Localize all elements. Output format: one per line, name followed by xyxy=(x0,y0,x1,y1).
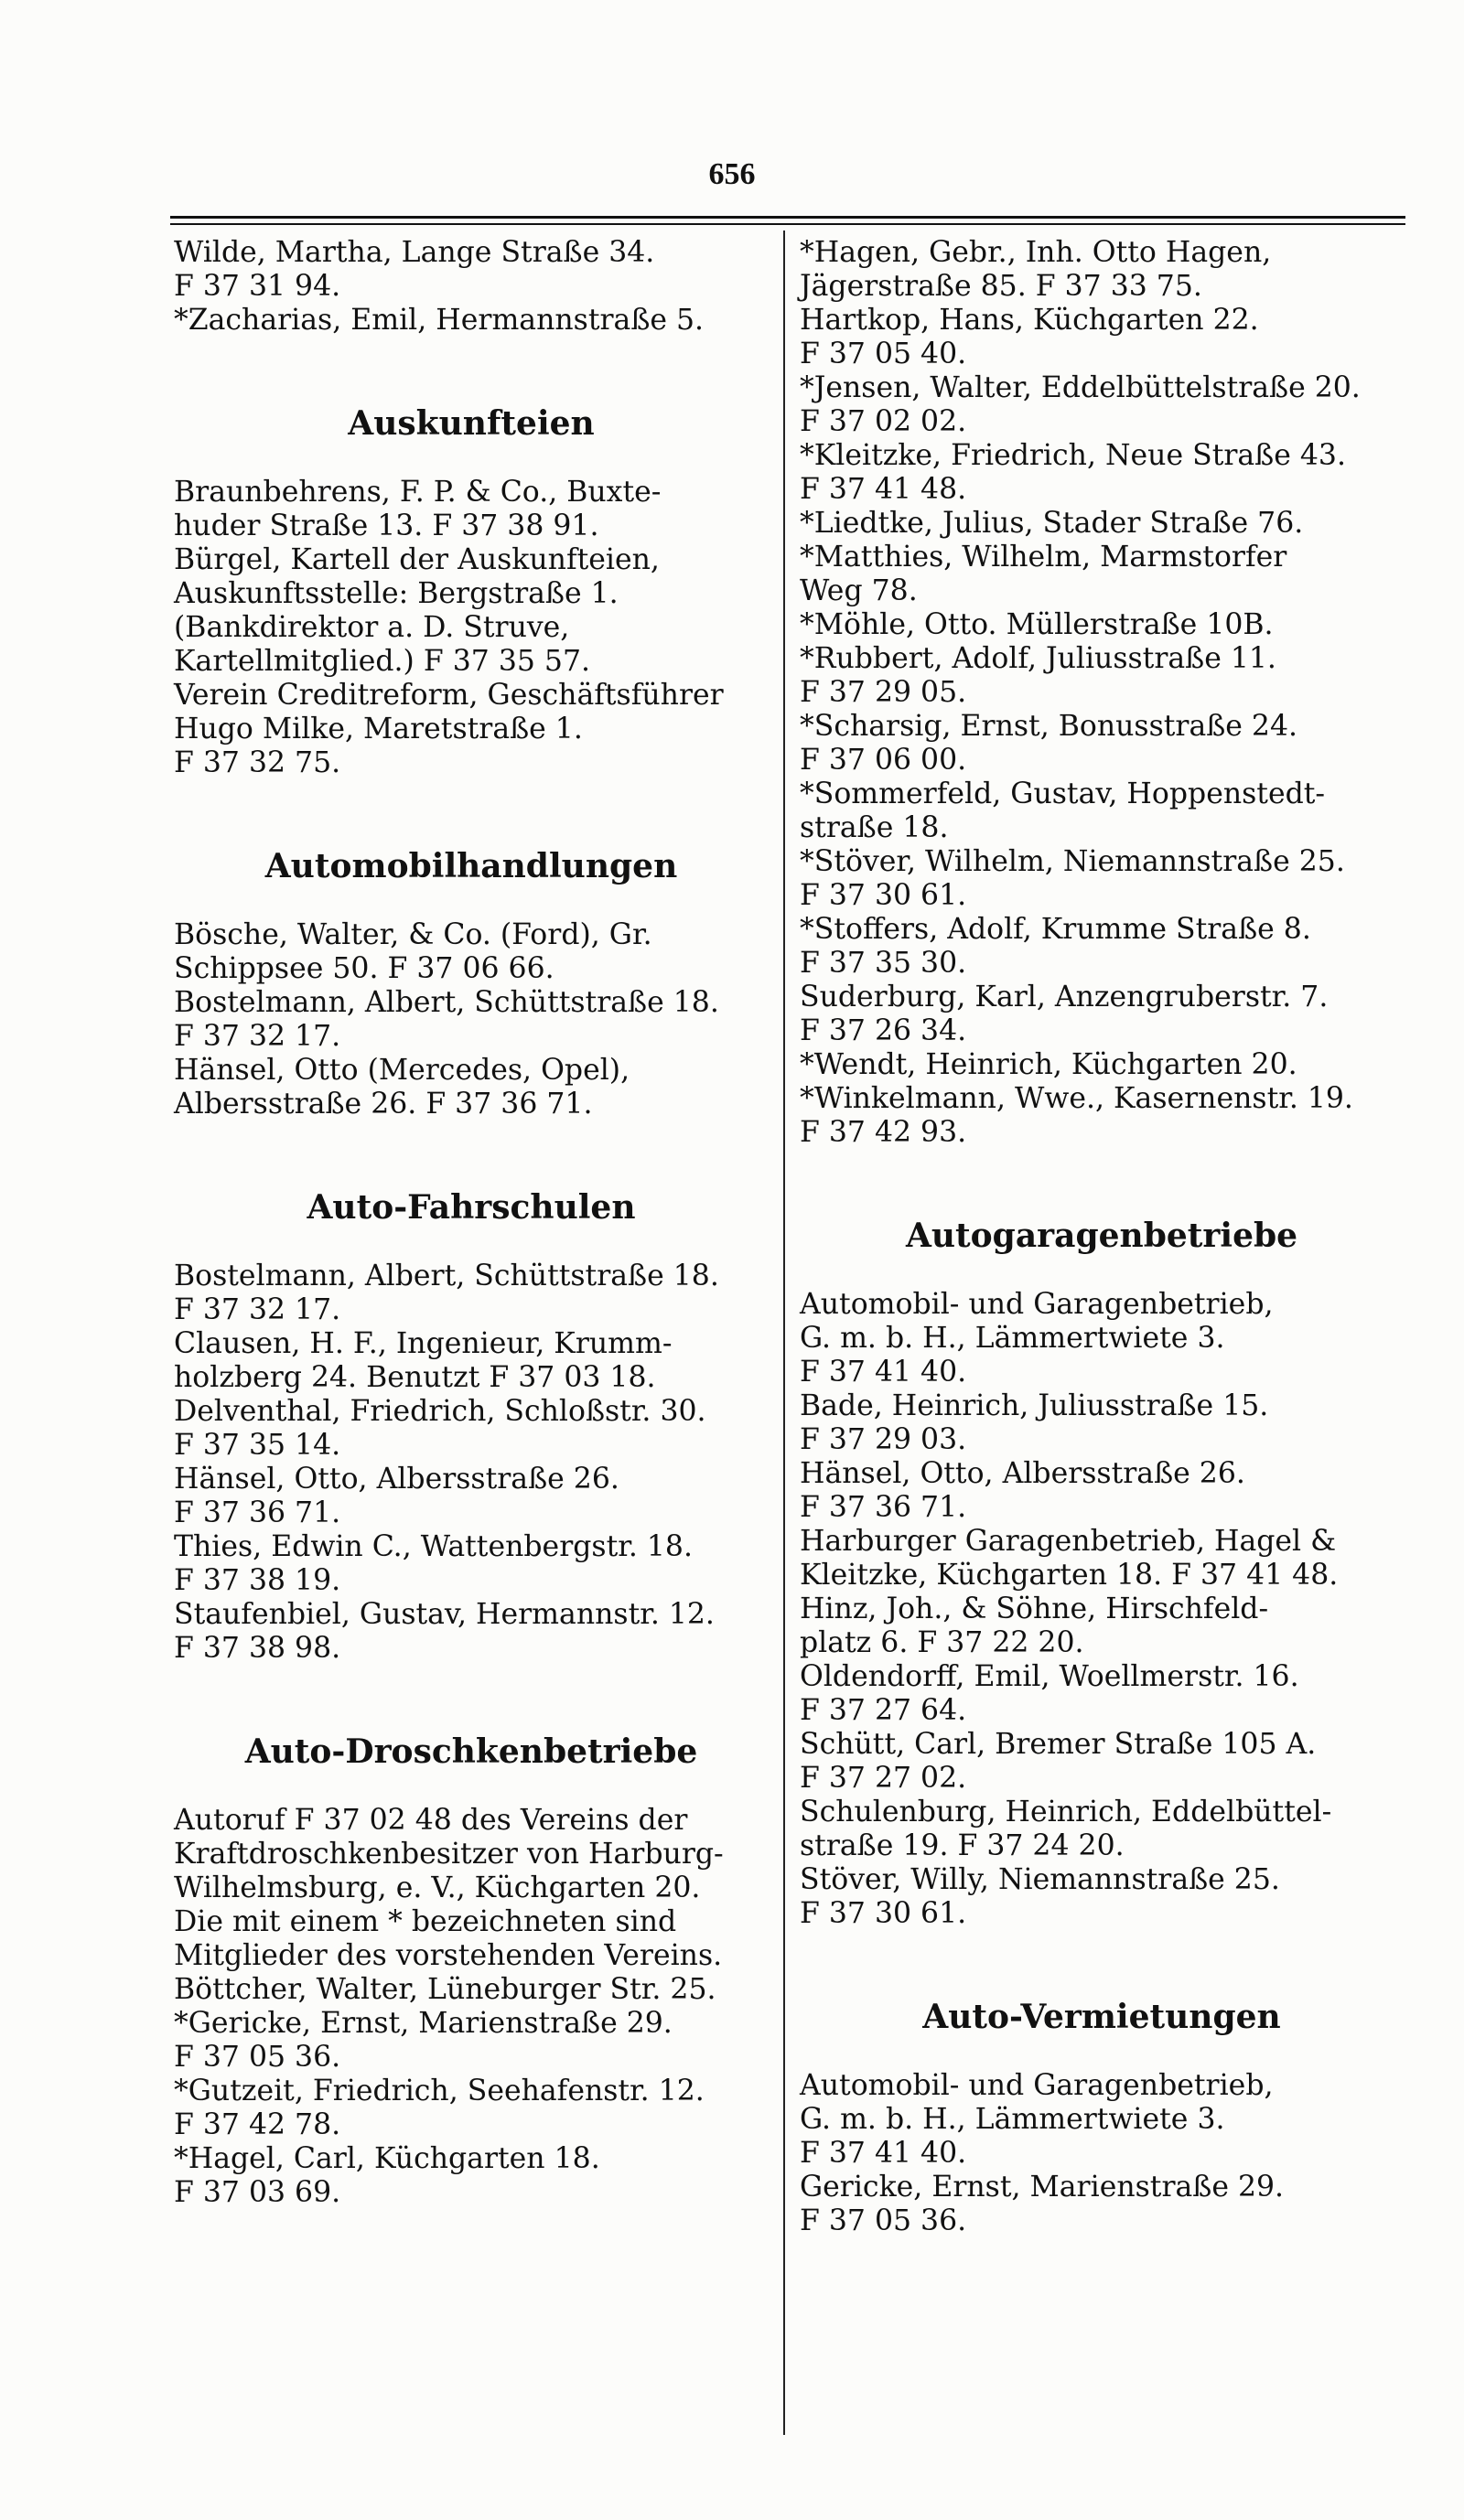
entry-line: *Gericke, Ernst, Marienstraße 29. xyxy=(174,2007,673,2040)
entry-line: Wilhelmsburg, e. V., Küchgarten 20. xyxy=(174,1871,701,1904)
directory-entry xyxy=(174,1463,769,1530)
spacer xyxy=(800,2035,1404,2069)
entry-line: Hartkop, Hans, Küchgarten 22. xyxy=(800,304,1259,337)
directory-entry xyxy=(800,1660,1404,1728)
entry-line: platz 6. F 37 22 20. xyxy=(800,1626,1084,1659)
spacer xyxy=(800,1150,1404,1184)
entry-line: Wilde, Martha, Lange Straße 34. xyxy=(174,236,655,269)
directory-entry xyxy=(174,986,769,1054)
entry-line: Albersstraße 26. F 37 36 71. xyxy=(174,1088,593,1121)
entry-line: Die mit einem * bezeichneten sind xyxy=(174,1905,677,1938)
entry-line: straße 19. F 37 24 20. xyxy=(800,1829,1125,1862)
entry-line: Schütt, Carl, Bremer Straße 105 A. xyxy=(800,1728,1317,1761)
entry-line: F 37 38 19. xyxy=(174,1564,341,1597)
entry-line: *Winkelmann, Wwe., Kasernenstr. 19. xyxy=(800,1082,1353,1115)
entry-line: F 37 32 17. xyxy=(174,1293,341,1326)
entry-line: G. m. b. H., Lämmertwiete 3. xyxy=(800,2103,1225,2136)
directory-entry xyxy=(800,608,1404,642)
directory-entry xyxy=(800,2069,1404,2171)
directory-entry xyxy=(800,1592,1404,1660)
spacer xyxy=(174,1770,769,1804)
directory-entry xyxy=(800,710,1404,777)
entry-line: Gericke, Ernst, Marienstraße 29. xyxy=(800,2171,1285,2204)
entry-line: *Hagen, Gebr., Inh. Otto Hagen, xyxy=(800,236,1272,269)
directory-entry xyxy=(800,1288,1404,1389)
entry-line: F 37 38 98. xyxy=(174,1632,341,1665)
section-heading: Autogaragenbetriebe xyxy=(905,1217,1298,1255)
entry-line: Jägerstraße 85. F 37 33 75. xyxy=(800,270,1202,303)
entry-line: *Stoffers, Adolf, Krumme Straße 8. xyxy=(800,913,1311,946)
entry-line: Hinz, Joh., & Söhne, Hirschfeld- xyxy=(800,1592,1269,1625)
directory-entry xyxy=(800,507,1404,541)
entry-line: Schippsee 50. F 37 06 66. xyxy=(174,952,554,985)
entry-line: F 37 27 64. xyxy=(800,1694,967,1727)
entry-line: Clausen, H. F., Ingenieur, Krumm- xyxy=(174,1327,673,1360)
entry-line: F 37 02 02. xyxy=(800,405,967,438)
spacer xyxy=(174,814,769,848)
entry-line: F 37 42 78. xyxy=(174,2108,341,2141)
directory-entry xyxy=(800,1082,1404,1150)
entry-line: Braunbehrens, F. P. & Co., Buxte- xyxy=(174,476,662,509)
entry-line: F 37 29 05. xyxy=(800,676,967,709)
entry-line: F 37 30 61. xyxy=(800,879,967,912)
entry-line: Automobil- und Garagenbetrieb, xyxy=(800,1288,1274,1321)
entry-line: Verein Creditreform, Geschäftsführer xyxy=(174,679,724,712)
entry-line: *Wendt, Heinrich, Küchgarten 20. xyxy=(800,1048,1297,1081)
directory-entry xyxy=(174,476,769,543)
directory-entry xyxy=(174,2142,769,2210)
directory-entry xyxy=(800,1525,1404,1592)
entry-line: Bade, Heinrich, Juliusstraße 15. xyxy=(800,1389,1269,1422)
entry-line: Mitglieder des vorstehenden Vereins. xyxy=(174,1939,723,1972)
directory-entry xyxy=(800,845,1404,913)
entry-line: Autoruf F 37 02 48 des Vereins der xyxy=(174,1804,688,1837)
entry-line: F 37 27 02. xyxy=(800,1762,967,1795)
page-number: 656 xyxy=(708,157,756,191)
directory-entry xyxy=(174,2075,769,2142)
directory-entry xyxy=(174,1804,769,1905)
directory-entry xyxy=(800,1728,1404,1796)
entry-line: Bürgel, Kartell der Auskunfteien, xyxy=(174,543,660,576)
spacer xyxy=(174,1155,769,1189)
entry-line: *Jensen, Walter, Eddelbüttelstraße 20. xyxy=(800,371,1361,404)
right-column xyxy=(800,236,1404,2238)
entry-line: Bostelmann, Albert, Schüttstraße 18. xyxy=(174,1260,719,1292)
entry-line: Kraftdroschkenbesitzer von Harburg- xyxy=(174,1838,724,1871)
directory-entry xyxy=(174,1905,769,1973)
directory-entry xyxy=(174,543,769,679)
entry-line: F 37 41 40. xyxy=(800,1356,967,1389)
entry-line: F 37 29 03. xyxy=(800,1423,967,1456)
entry-line: Bostelmann, Albert, Schüttstraße 18. xyxy=(174,986,719,1019)
entry-line: (Bankdirektor a. D. Struve, xyxy=(174,611,570,644)
entry-line: G. m. b. H., Lämmertwiete 3. xyxy=(800,1322,1225,1355)
entry-line: Stöver, Willy, Niemannstraße 25. xyxy=(800,1863,1280,1896)
entry-line: F 37 05 36. xyxy=(800,2204,967,2237)
entry-line: Automobil- und Garagenbetrieb, xyxy=(800,2069,1274,2102)
column-divider xyxy=(783,231,785,2435)
spacer xyxy=(174,1666,769,1700)
entry-line: F 37 35 14. xyxy=(174,1429,341,1462)
entry-line: *Stöver, Wilhelm, Niemannstraße 25. xyxy=(800,845,1345,878)
entry-line: *Sommerfeld, Gustav, Hoppenstedt- xyxy=(800,777,1326,810)
entry-line: Staufenbiel, Gustav, Hermannstr. 12. xyxy=(174,1598,715,1631)
spacer xyxy=(800,1184,1404,1217)
entry-line: *Zacharias, Emil, Hermannstraße 5. xyxy=(174,304,705,337)
directory-entry xyxy=(800,1389,1404,1457)
entry-line: *Matthies, Wilhelm, Marmstorfer xyxy=(800,541,1287,574)
entry-line: F 37 26 34. xyxy=(800,1014,967,1047)
entry-line: F 37 31 94. xyxy=(174,270,341,303)
entry-line: F 37 41 40. xyxy=(800,2137,967,2170)
spacer xyxy=(800,1931,1404,1965)
entry-line: *Kleitzke, Friedrich, Neue Straße 43. xyxy=(800,439,1346,472)
entry-line: F 37 32 17. xyxy=(174,1020,341,1053)
spacer xyxy=(174,1121,769,1155)
entry-line: holzberg 24. Benutzt F 37 03 18. xyxy=(174,1361,656,1394)
entry-line: Harburger Garagenbetrieb, Hagel & xyxy=(800,1525,1337,1558)
directory-entry xyxy=(174,1054,769,1121)
directory-entry xyxy=(174,1598,769,1666)
entry-line: Kartellmitglied.) F 37 35 57. xyxy=(174,645,591,678)
directory-entry xyxy=(800,1457,1404,1525)
directory-entry xyxy=(174,1395,769,1463)
spacer xyxy=(174,371,769,405)
section-heading: Auto-Droschkenbetriebe xyxy=(244,1732,698,1771)
entry-line: Auskunftsstelle: Bergstraße 1. xyxy=(174,577,619,610)
entry-line: F 37 35 30. xyxy=(800,947,967,980)
directory-entry xyxy=(800,236,1404,304)
entry-line: Kleitzke, Küchgarten 18. F 37 41 48. xyxy=(800,1559,1339,1592)
section-heading: Auskunfteien xyxy=(348,404,595,443)
entry-line: huder Straße 13. F 37 38 91. xyxy=(174,509,599,542)
entry-line: *Hagel, Carl, Küchgarten 18. xyxy=(174,2142,600,2175)
entry-line: F 37 03 69. xyxy=(174,2176,341,2209)
directory-entry xyxy=(800,541,1404,608)
spacer xyxy=(174,1700,769,1733)
directory-entry xyxy=(174,2007,769,2075)
entry-line: Hänsel, Otto (Mercedes, Opel), xyxy=(174,1054,630,1087)
entry-line: F 37 05 40. xyxy=(800,338,967,370)
entry-line: F 37 36 71. xyxy=(800,1491,967,1524)
spacer xyxy=(800,1254,1404,1288)
entry-line: Suderburg, Karl, Anzengruberstr. 7. xyxy=(800,981,1329,1013)
directory-entry xyxy=(800,2171,1404,2238)
entry-line: F 37 32 75. xyxy=(174,746,341,779)
spacer xyxy=(174,780,769,814)
entry-line: straße 18. xyxy=(800,811,949,844)
directory-entry xyxy=(174,304,769,338)
directory-entry xyxy=(800,981,1404,1048)
directory-entry xyxy=(800,642,1404,710)
entry-line: *Möhle, Otto. Müllerstraße 10B. xyxy=(800,608,1274,641)
entry-line: *Gutzeit, Friedrich, Seehafenstr. 12. xyxy=(174,2075,705,2107)
entry-line: Oldendorff, Emil, Woellmerstr. 16. xyxy=(800,1660,1299,1693)
directory-entry xyxy=(800,1863,1404,1931)
entry-line: Böttcher, Walter, Lüneburger Str. 25. xyxy=(174,1973,716,2006)
entry-line: F 37 41 48. xyxy=(800,473,967,506)
header-rule-thick xyxy=(170,216,1405,219)
entry-line: F 37 42 93. xyxy=(800,1116,967,1149)
directory-entry xyxy=(800,777,1404,845)
directory-entry xyxy=(800,1796,1404,1863)
directory-entry xyxy=(800,1048,1404,1082)
entry-line: *Scharsig, Ernst, Bonusstraße 24. xyxy=(800,710,1298,743)
entry-line: Hugo Milke, Maretstraße 1. xyxy=(174,713,583,745)
entry-line: Schulenburg, Heinrich, Eddelbüttel- xyxy=(800,1796,1332,1828)
spacer xyxy=(174,1226,769,1260)
entry-line: Hänsel, Otto, Albersstraße 26. xyxy=(174,1463,619,1496)
section-heading: Auto-Vermietungen xyxy=(922,1998,1281,2036)
entry-line: F 37 05 36. xyxy=(174,2041,341,2074)
entry-line: Weg 78. xyxy=(800,574,918,607)
directory-entry xyxy=(174,236,769,304)
section-heading: Automobilhandlungen xyxy=(264,847,678,885)
directory-entry xyxy=(800,439,1404,507)
entry-line: Thies, Edwin C., Wattenbergstr. 18. xyxy=(174,1530,693,1563)
entry-line: F 37 06 00. xyxy=(800,744,967,777)
directory-entry xyxy=(174,679,769,780)
spacer xyxy=(174,885,769,918)
directory-entry xyxy=(174,1973,769,2007)
directory-entry xyxy=(174,1530,769,1598)
section-heading: Auto-Fahrschulen xyxy=(307,1188,636,1227)
directory-entry xyxy=(800,304,1404,371)
entry-line: Bösche, Walter, & Co. (Ford), Gr. xyxy=(174,918,652,951)
header-rule-thin xyxy=(170,223,1405,225)
entry-line: F 37 36 71. xyxy=(174,1496,341,1529)
directory-entry xyxy=(174,918,769,986)
entry-line: *Rubbert, Adolf, Juliusstraße 11. xyxy=(800,642,1276,675)
entry-line: Hänsel, Otto, Albersstraße 26. xyxy=(800,1457,1245,1490)
directory-entry xyxy=(800,371,1404,439)
entry-line: *Liedtke, Julius, Stader Straße 76. xyxy=(800,507,1304,540)
spacer xyxy=(800,1965,1404,1999)
spacer xyxy=(174,338,769,371)
spacer xyxy=(174,442,769,476)
entry-line: F 37 30 61. xyxy=(800,1897,967,1930)
directory-entry xyxy=(174,1327,769,1395)
entry-line: Delventhal, Friedrich, Schloßstr. 30. xyxy=(174,1395,706,1428)
directory-entry xyxy=(800,913,1404,981)
directory-entry xyxy=(174,1260,769,1327)
left-column xyxy=(174,236,769,2210)
